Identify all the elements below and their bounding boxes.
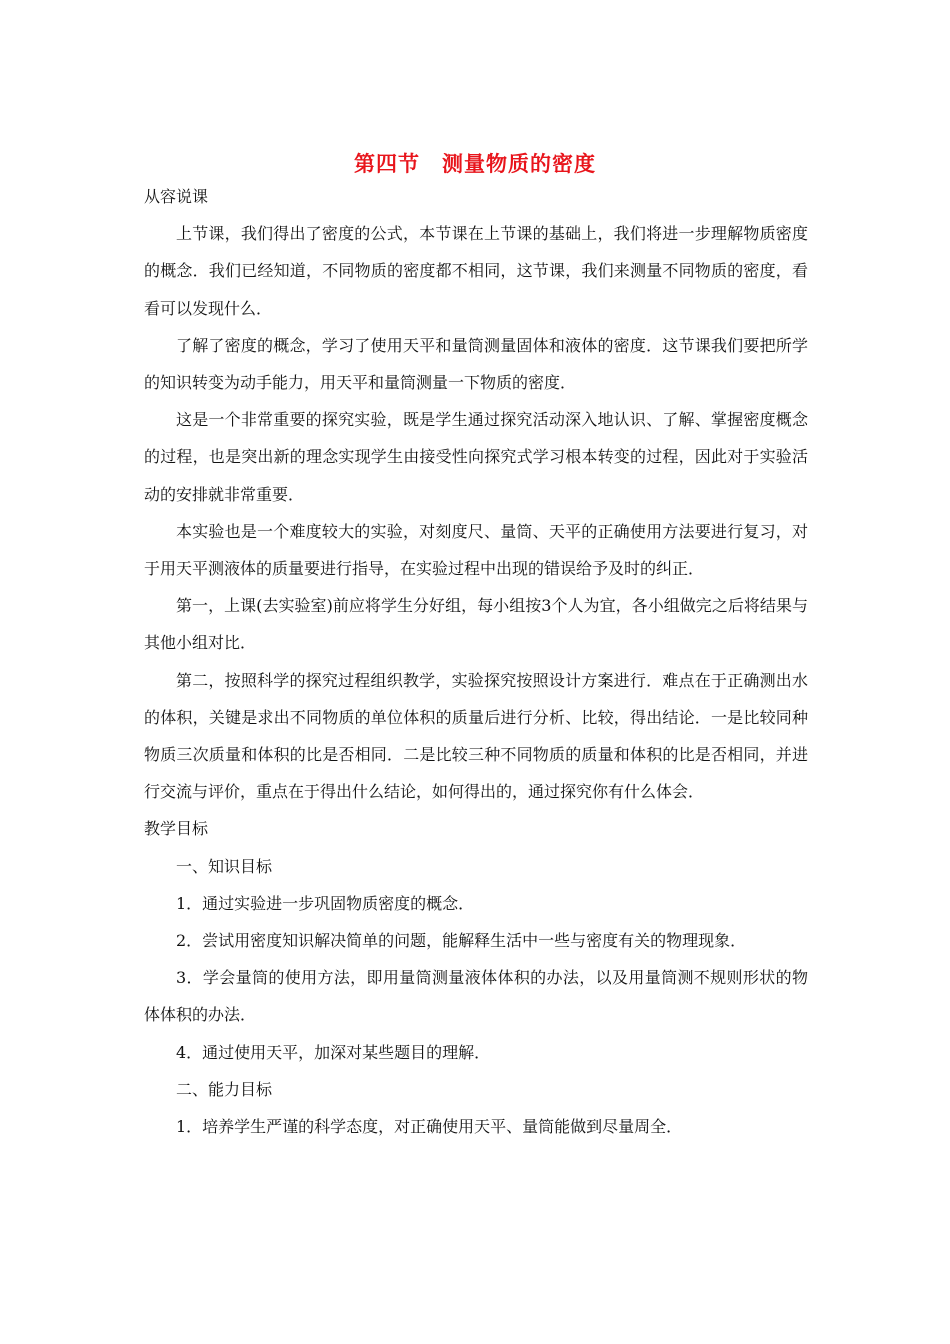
document-body — [144, 178, 808, 1145]
list-item: 1．通过实验进一步巩固物质密度的概念． — [176, 893, 475, 913]
paragraph: 第二，按照科学的探究过程组织教学，实验探究按照设计方案进行．难点在于正确测出水的体积，关键是求出不同物质的单位体积的质量后进行分析、比较，得出结论．一是比较同种物质三次质量和体积的比是否相同．二是比较三种不同物质的质量和体积的比是否相同，并进行交流与评价，重点在于得出什么结论，如何得出的，通过探究你有什么体会． — [144, 670, 808, 802]
section-heading-goals: 教学目标 — [144, 819, 209, 839]
paragraph: 上节课，我们得出了密度的公式，本节课在上节课的基础上，我们将进一步理解物质密度的概念．我们已经知道，不同物质的密度都不相同，这节课，我们来测量不同物质的密度，看看可以发现什么． — [144, 224, 808, 318]
section-heading-intro: 从容说课 — [144, 187, 209, 206]
subheading-ability: 二、能力目标 — [176, 1079, 273, 1099]
list-item: 3．学会量筒的使用方法，即用量筒测量液体体积的办法，以及用量筒测不规则形状的物体体积的办法． — [144, 968, 808, 1025]
page-title: 第四节 测量物质的密度 — [354, 152, 596, 176]
paragraph: 这是一个非常重要的探究实验，既是学生通过探究活动深入地认识、了解、掌握密度概念的过程，也是突出新的理念实现学生由接受性向探究式学习根本转变的过程，因此对于实验活动的安排就非常重要． — [144, 410, 808, 504]
list-item: 4．通过使用天平，加深对某些题目的理解． — [176, 1042, 491, 1062]
list-item: 1．培养学生严谨的科学态度，对正确使用天平、量筒能做到尽量周全． — [176, 1117, 683, 1137]
paragraph: 了解了密度的概念，学习了使用天平和量筒测量固体和液体的密度．这节课我们要把所学的知识转变为动手能力，用天平和量筒测量一下物质的密度． — [144, 335, 808, 393]
paragraph: 本实验也是一个难度较大的实验，对刻度尺、量筒、天平的正确使用方法要进行复习，对于用天平测液体的质量要进行指导，在实验过程中出现的错误给予及时的纠正． — [144, 521, 808, 579]
paragraph: 第一，上课(去实验室)前应将学生分好组，每小组按3个人为宜，各小组做完之后将结果与其他小组对比． — [144, 596, 808, 653]
subheading-knowledge: 一、知识目标 — [176, 856, 273, 876]
list-item: 2．尝试用密度知识解决简单的问题，能解释生活中一些与密度有关的物理现象． — [176, 931, 747, 951]
